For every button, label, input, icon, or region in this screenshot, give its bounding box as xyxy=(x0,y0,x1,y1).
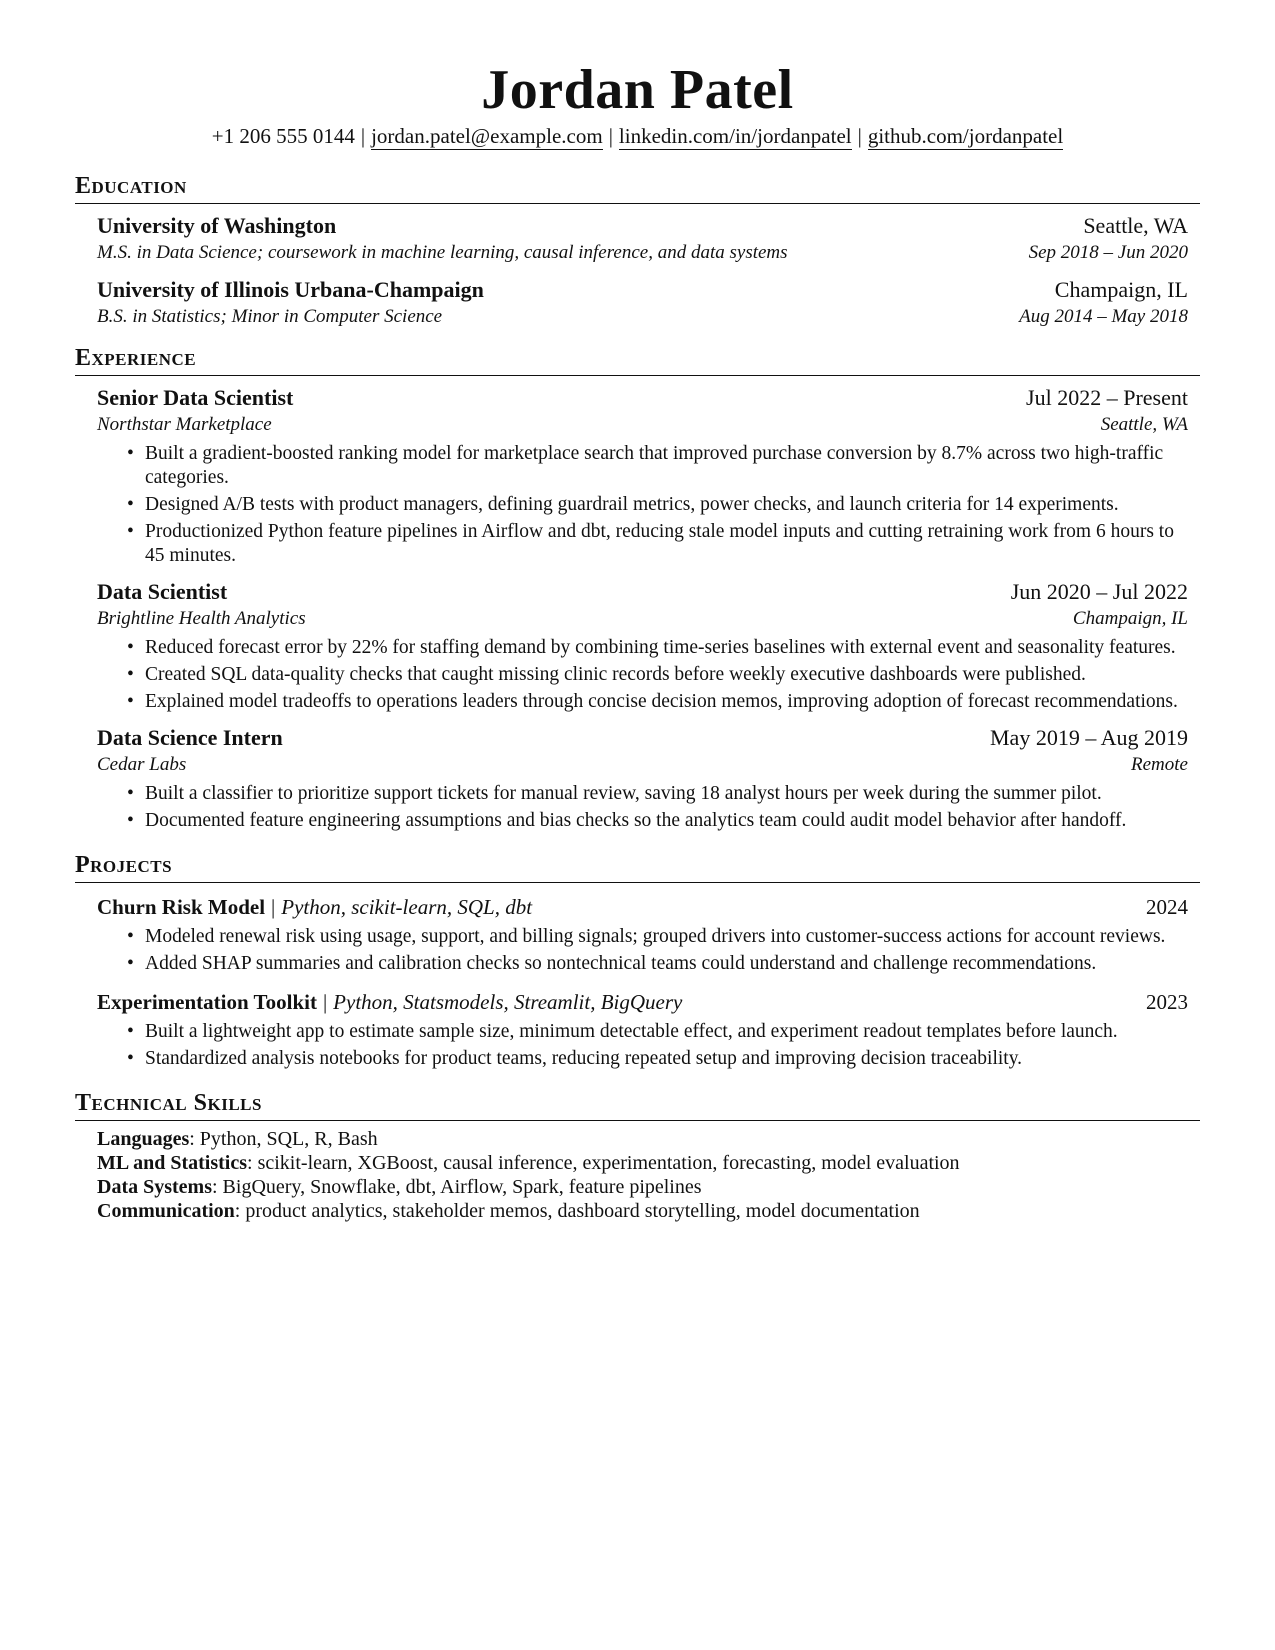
school-location: Champaign, IL xyxy=(1054,277,1188,302)
project-entry xyxy=(97,988,1188,1071)
skill-list: : Python, SQL, R, Bash xyxy=(189,1128,378,1150)
job-dates: May 2019 – Aug 2019 xyxy=(990,725,1188,750)
contact-line xyxy=(75,122,1200,150)
bullet-item: • Added SHAP summaries and calibration checks so nontechnical teams could understand and challenge recommendations. xyxy=(145,952,1188,976)
skill-line xyxy=(97,1127,1188,1151)
separator: | xyxy=(271,895,276,919)
school-name: University of Washington xyxy=(97,213,337,238)
skill-category: Communication xyxy=(97,1200,235,1222)
bullet-item: • Reduced forecast error by 22% for staffing demand by combining time-series baselines with external event and seasonality features. xyxy=(145,636,1188,660)
project-stack: Python, scikit-learn, SQL, dbt xyxy=(281,895,533,919)
job-entry xyxy=(97,578,1188,714)
project-year: 2023 xyxy=(1146,990,1188,1014)
phone-number: +1 206 555 0144 xyxy=(211,124,355,148)
education-section xyxy=(75,172,1200,330)
email-link[interactable]: jordan.patel@example.com xyxy=(371,124,603,148)
job-title: Senior Data Scientist xyxy=(97,385,294,410)
separator: | xyxy=(322,990,328,1014)
job-location: Seattle, WA xyxy=(1100,414,1188,435)
school-name: University of Illinois Urbana-Champaign xyxy=(97,277,484,302)
company-name: Northstar Marketplace xyxy=(97,414,272,435)
job-location: Remote xyxy=(1131,754,1188,775)
skill-list: : BigQuery, Snowflake, dbt, Airflow, Spark, feature pipelines xyxy=(212,1176,702,1198)
project-bullets xyxy=(97,1020,1188,1071)
section-heading: Technical Skills xyxy=(75,1089,1200,1121)
section-heading: Experience xyxy=(75,344,1200,376)
project-entry xyxy=(97,893,1188,976)
project-stack: Python, Statsmodels, Streamlit, BigQuery xyxy=(333,990,683,1014)
separator: | xyxy=(857,124,862,148)
skill-line xyxy=(97,1151,1188,1175)
linkedin-link[interactable]: linkedin.com/in/jordanpatel xyxy=(618,124,852,148)
section-heading: Projects xyxy=(75,851,1200,883)
job-bullets xyxy=(97,442,1188,568)
bullet-item: • Designed A/B tests with product managers, defining guardrail metrics, power checks, and launch criteria for 14 experiments. xyxy=(145,493,1188,517)
bullet-item: • Productionized Python feature pipelines in Airflow and dbt, reducing stale model inputs and cutting retraining work from 6 hours to 45 minutes. xyxy=(145,520,1188,568)
github-link[interactable]: github.com/jordanpatel xyxy=(867,124,1064,148)
bullet-item: • Documented feature engineering assumptions and bias checks so the analytics team could audit model behavior after handoff. xyxy=(145,809,1188,833)
education-entry xyxy=(97,212,1188,266)
job-bullets xyxy=(97,636,1188,714)
education-dates: Sep 2018 – Jun 2020 xyxy=(1028,242,1188,263)
job-location: Champaign, IL xyxy=(1072,608,1188,629)
skill-list: : scikit-learn, XGBoost, causal inference, experimentation, forecasting, model evaluation xyxy=(247,1152,960,1174)
project-name: Experimentation Toolkit xyxy=(97,990,317,1014)
project-year: 2024 xyxy=(1146,895,1188,919)
project-bullets xyxy=(97,925,1188,976)
skill-category: Languages xyxy=(97,1128,190,1150)
separator: | xyxy=(360,124,366,148)
skill-list: : product analytics, stakeholder memos, dashboard storytelling, model documentation xyxy=(234,1200,920,1222)
bullet-item: • Built a gradient-boosted ranking model for marketplace search that improved purchase conversion by 8.7% across two high-traffic categories. xyxy=(145,442,1188,490)
project-name: Churn Risk Model xyxy=(97,895,266,919)
bullet-item: • Explained model tradeoffs to operations leaders through concise decision memos, improving adoption of forecast recommendations. xyxy=(145,690,1188,714)
job-entry xyxy=(97,724,1188,833)
bullet-item: • Standardized analysis notebooks for product teams, reducing repeated setup and improving decision traceability. xyxy=(145,1047,1188,1071)
skills-section xyxy=(75,1089,1200,1223)
skill-category: Data Systems xyxy=(97,1176,212,1198)
job-entry xyxy=(97,384,1188,568)
degree: M.S. in Data Science; coursework in machine learning, causal inference, and data systems xyxy=(97,242,788,263)
section-heading: Education xyxy=(75,172,1200,204)
separator: | xyxy=(608,124,613,148)
candidate-name: Jordan Patel xyxy=(481,59,794,121)
bullet-item: • Built a classifier to prioritize support tickets for manual review, saving 18 analyst hours per week during the summer pilot. xyxy=(145,782,1188,806)
degree: B.S. in Statistics; Minor in Computer Science xyxy=(97,306,443,327)
job-bullets xyxy=(97,782,1188,833)
bullet-item: • Built a lightweight app to estimate sample size, minimum detectable effect, and experiment readout templates before launch. xyxy=(145,1020,1188,1044)
resume-header xyxy=(75,58,1200,150)
job-title: Data Science Intern xyxy=(97,725,283,750)
projects-section xyxy=(75,851,1200,1071)
company-name: Cedar Labs xyxy=(97,754,187,775)
bullet-item: • Modeled renewal risk using usage, support, and billing signals; grouped drivers into customer-success actions for account reviews. xyxy=(145,925,1188,949)
job-dates: Jul 2022 – Present xyxy=(1026,385,1188,410)
skill-line xyxy=(97,1199,1188,1223)
skill-line xyxy=(97,1175,1188,1199)
education-dates: Aug 2014 – May 2018 xyxy=(1019,306,1188,327)
company-name: Brightline Health Analytics xyxy=(97,608,306,629)
school-location: Seattle, WA xyxy=(1083,213,1188,238)
experience-section xyxy=(75,344,1200,833)
education-entry xyxy=(97,276,1188,330)
bullet-item: • Created SQL data-quality checks that caught missing clinic records before weekly executive dashboards were published. xyxy=(145,663,1188,687)
job-dates: Jun 2020 – Jul 2022 xyxy=(1010,579,1188,604)
skill-category: ML and Statistics xyxy=(97,1152,248,1174)
job-title: Data Scientist xyxy=(97,579,228,604)
